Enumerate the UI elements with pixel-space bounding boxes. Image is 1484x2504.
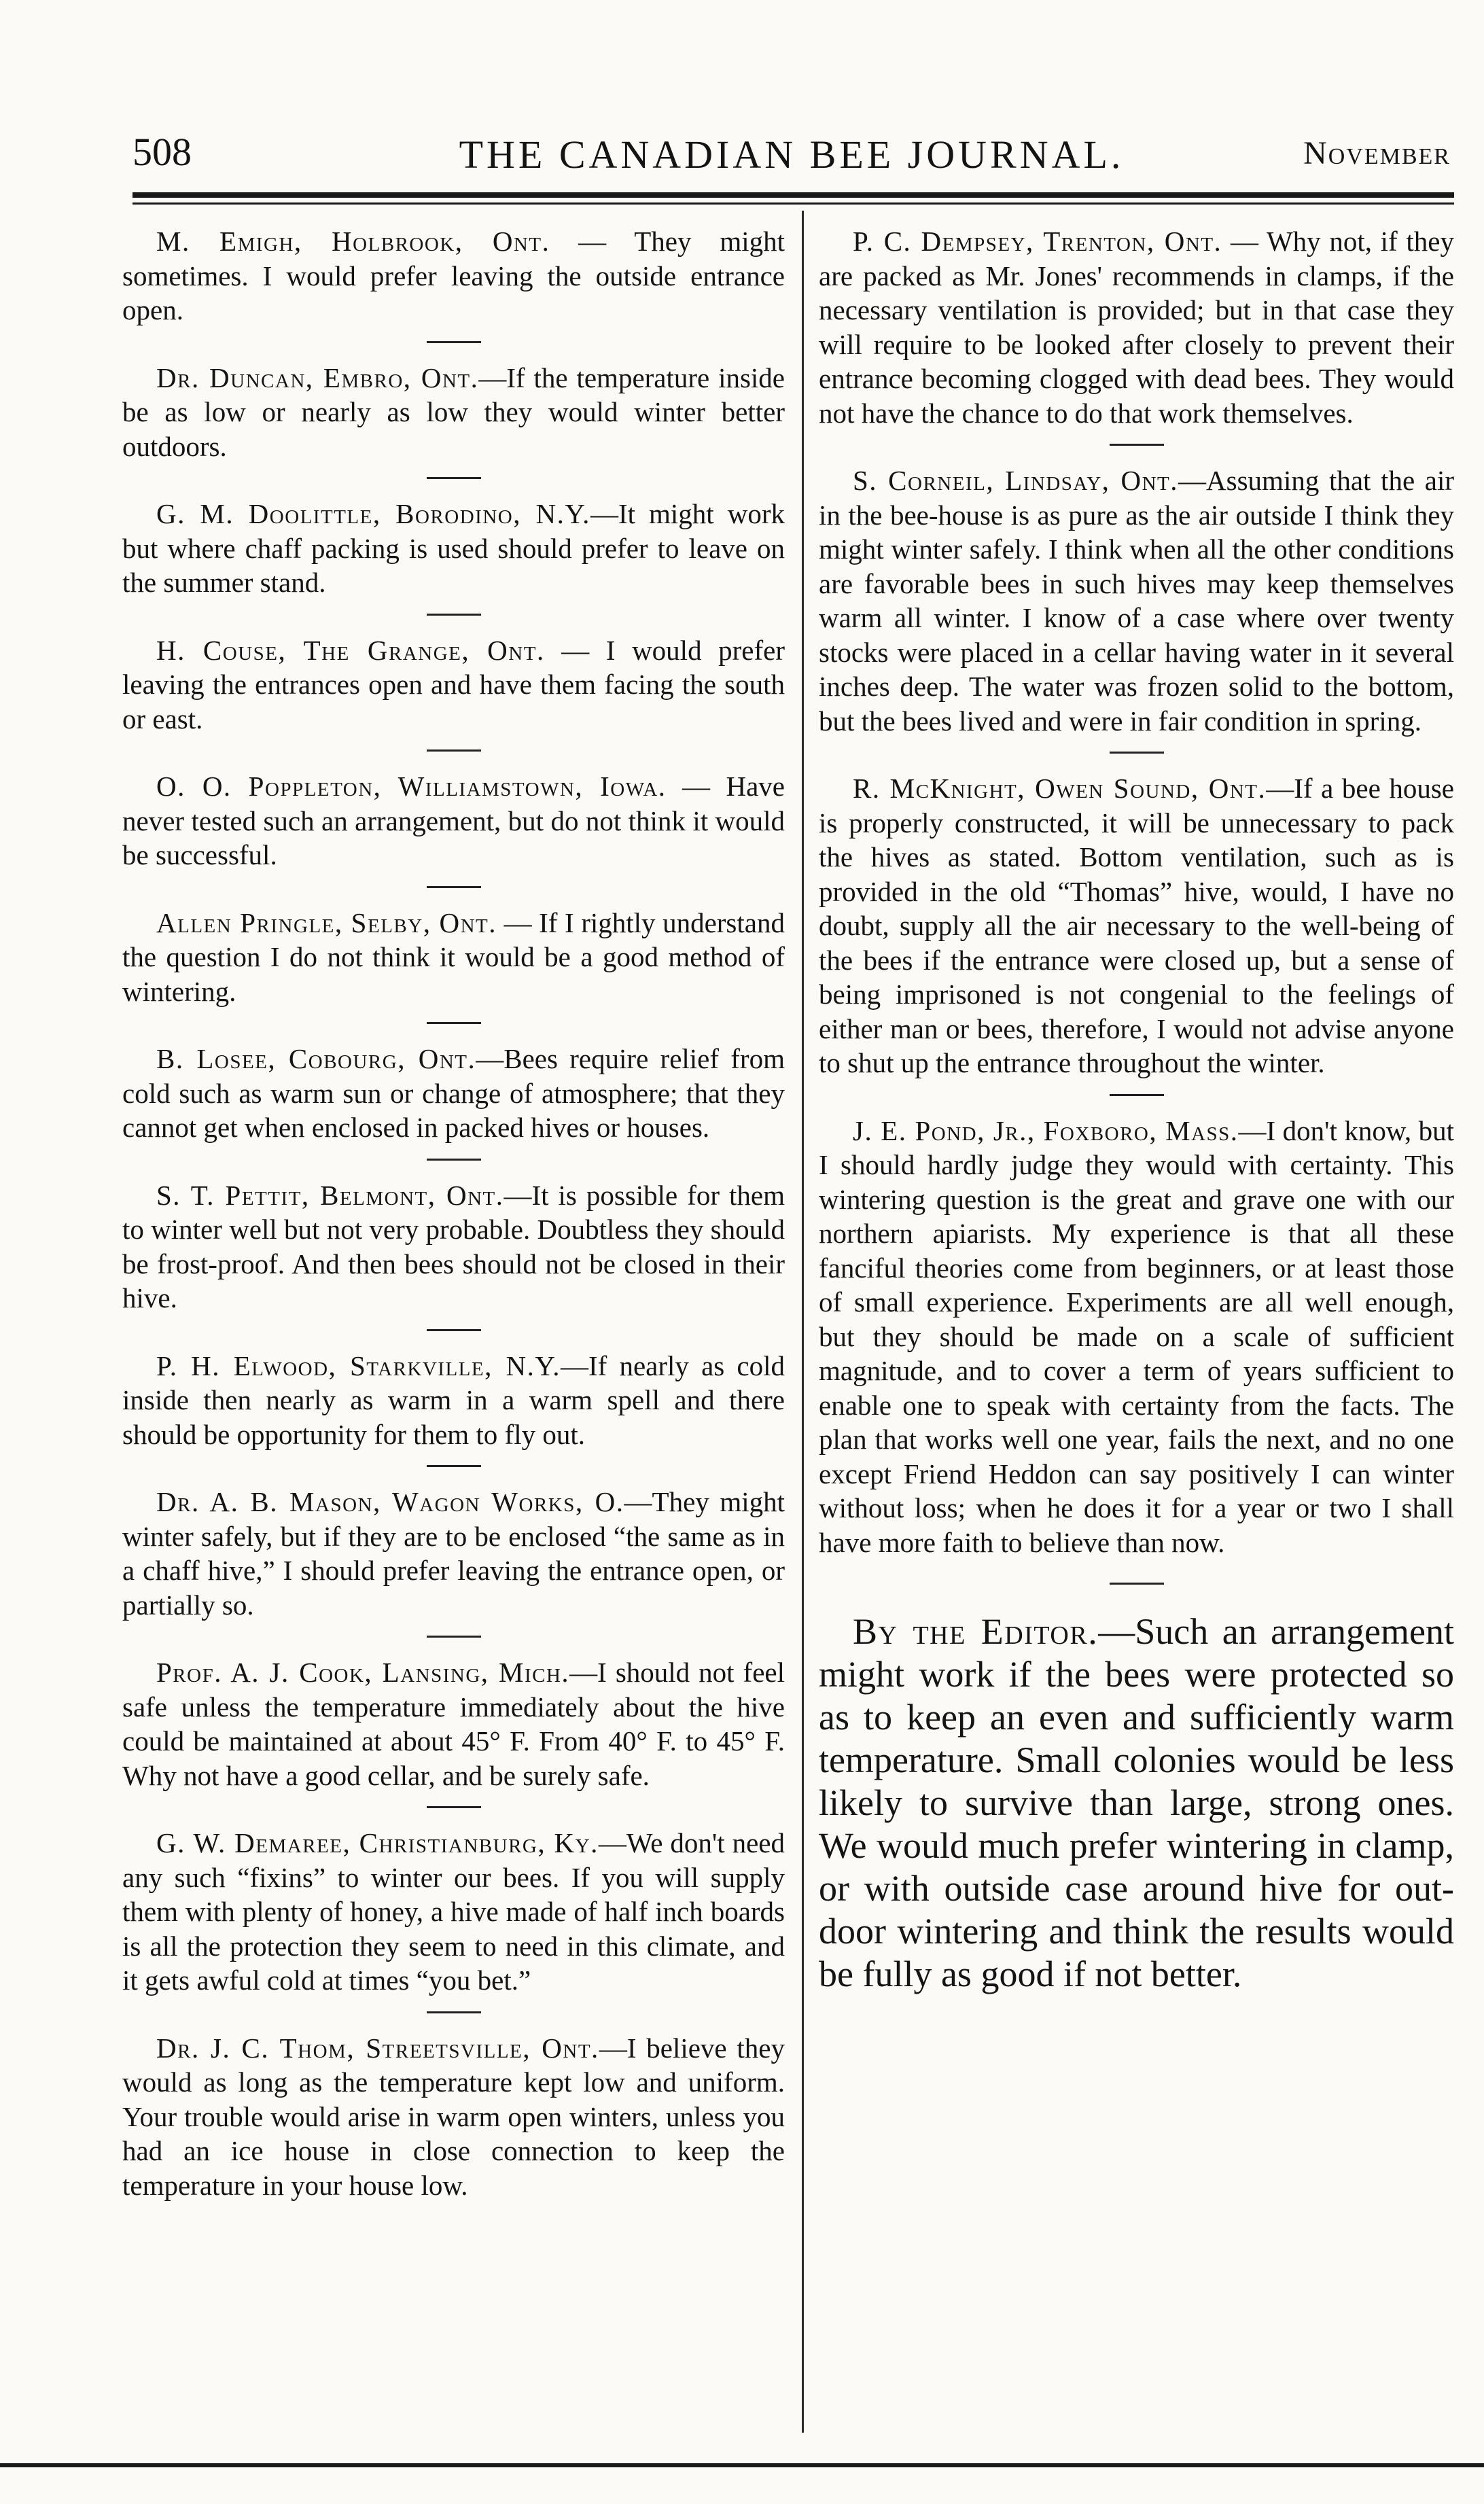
respondent-name: G. M. Doolittle, Borodino, N.Y. [156, 498, 590, 529]
reply-text: —If a bee house is properly constructed, it will be unnecessary to pack the hives as stated. Bottom ventilation, such as is provided in the old “Thomas” hive, would, I have no doubt, supply all the air necessary to the well-being of the bees if the entrance were closed up, but a sense of being imprisoned is not congenial to the feelings of either man or bees, therefore, I would not advise anyone to shut up the entrance throughout the winter. [819, 773, 1454, 1078]
respondent-name: O. O. Poppleton, Williamstown, Iowa. [156, 771, 667, 802]
respondent-name: J. E. Pond, Jr., Foxboro, Mass. [853, 1114, 1239, 1146]
reply-paragraph [122, 1178, 785, 1316]
reply-text: —Bees require relief from cold such as warm sun or change of atmosphere; that they cannot get when enclosed in packed hives or houses. [122, 1043, 785, 1143]
reply-text: — I would prefer leaving the entrances open and have them facing the south or east. [122, 634, 785, 735]
header-rule-thin [132, 202, 1454, 205]
reply-paragraph [122, 1042, 785, 1145]
reply-text: — They might sometimes. I would prefer leaving the outside entrance open. [122, 226, 785, 325]
reply-paragraph [122, 1349, 785, 1452]
reply-text: —I should not feel safe unless the temperature immediately about the hive could be maintained at about 45° F. From 40° F. to 45° F. Why not have a good cellar, and be surely safe. [122, 1657, 785, 1791]
respondent-name: G. W. Demaree, Christianburg, Ky. [156, 1827, 599, 1858]
reply-text: —It might work but where chaff packing is used should prefer to leave on the summer stand. [122, 498, 785, 598]
reply-paragraph [819, 463, 1454, 738]
reply-text: —If the temperature inside be as low or nearly as low they would winter better outdoors. [122, 362, 785, 462]
left-column [122, 224, 785, 2202]
separator [1110, 1094, 1164, 1096]
respondent-name: P. H. Elwood, Starkville, N.Y. [156, 1350, 561, 1381]
reply-text: —If nearly as cold inside then nearly as warm in a warm spell and there should be opportunity for them to fly out. [122, 1350, 785, 1450]
reply-paragraph [122, 497, 785, 600]
separator [427, 1806, 481, 1808]
respondent-name: Prof. A. J. Cook, Lansing, Mich. [156, 1657, 570, 1688]
editor-note [819, 1610, 1454, 1996]
reply-paragraph [819, 771, 1454, 1080]
issue-month: November [1303, 135, 1451, 171]
respondent-name: S. Corneil, Lindsay, Ont. [853, 465, 1179, 496]
reply-paragraph [819, 224, 1454, 430]
separator [427, 341, 481, 343]
separator [1110, 444, 1164, 446]
reply-paragraph [122, 1826, 785, 1998]
reply-paragraph [122, 633, 785, 737]
separator [427, 477, 481, 479]
reply-paragraph [819, 1114, 1454, 1560]
separator [427, 1465, 481, 1467]
respondent-name: S. T. Pettit, Belmont, Ont. [156, 1179, 504, 1211]
reply-paragraph [122, 906, 785, 1009]
separator [427, 614, 481, 616]
separator [1110, 1583, 1164, 1585]
journal-title: THE CANADIAN BEE JOURNAL. [459, 133, 1125, 177]
editor-name: By the Editor. [853, 1611, 1099, 1652]
reply-paragraph [122, 769, 785, 872]
respondent-name: Dr. J. C. Thom, Streetsville, Ont. [156, 2032, 599, 2064]
editor-paragraph [819, 1610, 1454, 1996]
separator [427, 886, 481, 888]
bottom-rule [0, 2463, 1484, 2467]
reply-paragraph [122, 361, 785, 464]
reply-text: —They might winter safely, but if they are to be enclosed “the same as in a chaff hive,” I should prefer leaving the entrance open, or partially so. [122, 1486, 785, 1621]
reply-text: —I don't know, but I should hardly judge they would with certainty. This wintering question is the great and grave one with our northern apiarists. My experience is that all these fanciful theories come from beginners, or at least those of small experience. Experiments are all well enough, but they should be made on a scale of sufficient magnitude, and to cover a term of years sufficient to enable one to speak with certainty from the facts. The plan that works well one year, fails the next, and no one except Friend Heddon can say positively I can winter without loss; when he does it for a year or two I shall have more faith to believe than now. [819, 1114, 1454, 1558]
respondent-name: H. Couse, The Grange, Ont. [156, 634, 545, 666]
editor-text: —Such an arrangement might work if the bees were protected so as to keep an even and sufficiently warm temperature. Small colonies would be less likely to survive than large, strong ones. We would much prefer wintering in clamp, or with outside case around hive for out-door wintering and think the results would be fully as good if not better. [819, 1611, 1454, 1994]
reply-text: —Assuming that the air in the bee-house is as pure as the air outside I think they might winter safely. I think when all the other conditions are favorable bees in such hives may keep themselves warm all winter. I know of a case where over twenty stocks were placed in a cellar having water in it several inches deep. The water was frozen solid to the bottom, but the bees lived and were in fair condition in spring. [819, 465, 1454, 737]
separator [1110, 752, 1164, 754]
separator [427, 1636, 481, 1638]
reply-text: — Have never tested such an arrangement, but do not think it would be successful. [122, 771, 785, 870]
respondent-name: Allen Pringle, Selby, Ont. [156, 906, 497, 938]
respondent-name: Dr. Duncan, Embro, Ont. [156, 362, 479, 393]
separator [427, 1159, 481, 1161]
separator [427, 750, 481, 752]
reply-text: —We don't need any such “fixins” to winter our bees. If you will supply them with plenty of honey, a hive made of half inch boards is all the protection they seem to need in this climate, and it gets awful cold at times “you bet.” [122, 1827, 785, 1996]
respondent-name: B. Losee, Cobourg, Ont. [156, 1043, 476, 1074]
reply-paragraph [122, 1655, 785, 1793]
column-divider [802, 211, 804, 2433]
separator [427, 2011, 481, 2013]
reply-text: —It is possible for them to winter well but not very probable. Doubtless they should be frost-proof. And then bees should not be closed in their hive. [122, 1179, 785, 1313]
separator [427, 1329, 481, 1331]
reply-paragraph [122, 1485, 785, 1622]
page-header [132, 129, 1451, 190]
separator [427, 1022, 481, 1024]
header-rule-thick [132, 192, 1454, 198]
respondent-name: R. McKnight, Owen Sound, Ont. [853, 773, 1267, 804]
reply-paragraph [122, 2031, 785, 2203]
right-column [819, 224, 1454, 1996]
respondent-name: P. C. Dempsey, Trenton, Ont. [853, 226, 1222, 257]
reply-paragraph [122, 224, 785, 328]
reply-text: — If I rightly understand the question I do not think it would be a good method of wintering. [122, 906, 785, 1007]
reply-text: —I believe they would as long as the temperature kept low and uniform. Your trouble would arise in warm open winters, unless you had an ice house in close connection to keep the temperature in your house low. [122, 2032, 785, 2201]
respondent-name: M. Emigh, Holbrook, Ont. [156, 226, 550, 257]
respondent-name: Dr. A. B. Mason, Wagon Works, O. [156, 1486, 624, 1517]
reply-text: — Why not, if they are packed as Mr. Jones' recommends in clamps, if the necessary ventilation is provided; but in that case they will require to be looked after closely to prevent their entrance becoming clogged with dead bees. They would not have the chance to do that work themselves. [819, 226, 1454, 429]
page-number: 508 [132, 130, 192, 174]
